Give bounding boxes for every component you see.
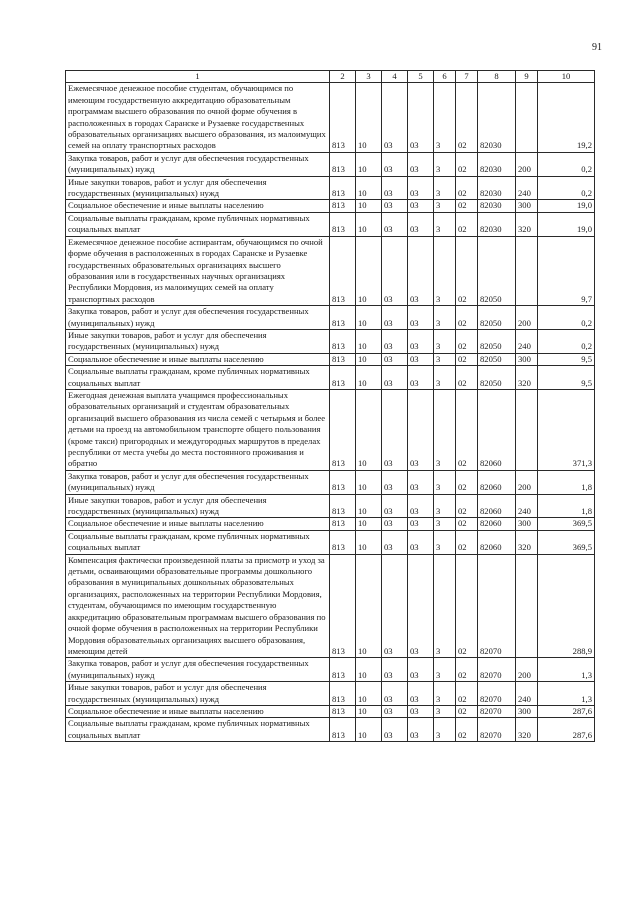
target-code: 82030 [478,83,516,152]
subprogram-code: 3 [434,682,456,706]
table-row [66,212,595,236]
admin-code: 813 [330,83,356,152]
admin-code: 813 [330,530,356,554]
subsection-code: 03 [382,682,408,706]
event-code: 02 [456,705,478,717]
row-description: Закупка товаров, работ и услуг для обеспечения государственных (муниципальных) нужд [66,470,330,494]
admin-code: 813 [330,682,356,706]
program-code: 03 [408,554,434,658]
subprogram-code: 3 [434,236,456,305]
target-code: 82060 [478,530,516,554]
event-code: 02 [456,83,478,152]
row-description: Закупка товаров, работ и услуг для обеспечения государственных (муниципальных) нужд [66,658,330,682]
amount-value: 369,5 [538,518,595,530]
admin-code: 813 [330,470,356,494]
subprogram-code: 3 [434,389,456,470]
subsection-code: 03 [382,470,408,494]
subsection-code: 03 [382,718,408,742]
admin-code: 813 [330,306,356,330]
section-code: 10 [356,212,382,236]
section-code: 10 [356,530,382,554]
subprogram-code: 3 [434,705,456,717]
row-description: Ежемесячное денежное пособие аспирантам, обучающимся по очной форме обучения в расположенных в городах Саранске и Рузаевке государственных образовательных организациях высшего образования или в государственных научных организациях Республики Мордовия, из малоимущих семей на оплату транспортных расходов [66,236,330,305]
program-code: 03 [408,353,434,365]
row-description: Социальное обеспечение и иные выплаты населению [66,353,330,365]
subprogram-code: 3 [434,83,456,152]
budget-table [65,70,595,742]
program-code: 03 [408,236,434,305]
row-description: Иные закупки товаров, работ и услуг для обеспечения государственных (муниципальных) нужд [66,329,330,353]
table-row [66,329,595,353]
expense-type-code [516,389,538,470]
table-row [66,682,595,706]
event-code: 02 [456,366,478,390]
program-code: 03 [408,470,434,494]
event-code: 02 [456,212,478,236]
subprogram-code: 3 [434,470,456,494]
amount-value: 1,3 [538,682,595,706]
admin-code: 813 [330,494,356,518]
row-description: Ежегодная денежная выплата учащимся профессиональных образовательных организаций и студентам образовательных организаций высшего образования из числа семей с четырьмя и более детьми на проезд на автомобильном транспорте общего пользования (кроме такси) пригородных и междугородных маршрутов в пределах республики от места учебы до места постоянного проживания и обратно [66,389,330,470]
row-description: Иные закупки товаров, работ и услуг для обеспечения государственных (муниципальных) нужд [66,494,330,518]
section-code: 10 [356,718,382,742]
event-code: 02 [456,389,478,470]
event-code: 02 [456,200,478,212]
expense-type-code: 240 [516,329,538,353]
subsection-code: 03 [382,306,408,330]
table-row [66,306,595,330]
subprogram-code: 3 [434,366,456,390]
amount-value: 0,2 [538,329,595,353]
section-code: 10 [356,152,382,176]
admin-code: 813 [330,366,356,390]
target-code: 82050 [478,366,516,390]
expense-type-code [516,554,538,658]
table-row [66,494,595,518]
target-code: 82050 [478,306,516,330]
section-code: 10 [356,83,382,152]
admin-code: 813 [330,353,356,365]
section-code: 10 [356,200,382,212]
row-description: Закупка товаров, работ и услуг для обеспечения государственных (муниципальных) нужд [66,152,330,176]
admin-code: 813 [330,705,356,717]
target-code: 82070 [478,705,516,717]
admin-code: 813 [330,389,356,470]
table-row [66,705,595,717]
target-code: 82060 [478,518,516,530]
section-code: 10 [356,554,382,658]
expense-type-code: 320 [516,366,538,390]
section-code: 10 [356,353,382,365]
amount-value: 1,3 [538,658,595,682]
row-description: Иные закупки товаров, работ и услуг для обеспечения государственных (муниципальных) нужд [66,176,330,200]
table-row [66,236,595,305]
admin-code: 813 [330,176,356,200]
subsection-code: 03 [382,329,408,353]
expense-type-code: 200 [516,470,538,494]
header-cell: 7 [456,71,478,83]
event-code: 02 [456,530,478,554]
target-code: 82030 [478,200,516,212]
amount-value: 371,3 [538,389,595,470]
target-code: 82050 [478,236,516,305]
admin-code: 813 [330,212,356,236]
amount-value: 287,6 [538,705,595,717]
subsection-code: 03 [382,152,408,176]
subsection-code: 03 [382,176,408,200]
admin-code: 813 [330,152,356,176]
program-code: 03 [408,212,434,236]
target-code: 82060 [478,389,516,470]
header-cell: 1 [66,71,330,83]
table-row [66,366,595,390]
admin-code: 813 [330,718,356,742]
event-code: 02 [456,554,478,658]
table-row [66,389,595,470]
subprogram-code: 3 [434,212,456,236]
program-code: 03 [408,494,434,518]
header-cell: 8 [478,71,516,83]
table-row [66,83,595,152]
amount-value: 9,7 [538,236,595,305]
amount-value: 369,5 [538,530,595,554]
event-code: 02 [456,329,478,353]
subsection-code: 03 [382,366,408,390]
program-code: 03 [408,200,434,212]
header-cell: 9 [516,71,538,83]
admin-code: 813 [330,200,356,212]
amount-value: 1,8 [538,470,595,494]
section-code: 10 [356,306,382,330]
header-cell: 4 [382,71,408,83]
event-code: 02 [456,494,478,518]
program-code: 03 [408,705,434,717]
event-code: 02 [456,718,478,742]
admin-code: 813 [330,554,356,658]
event-code: 02 [456,353,478,365]
event-code: 02 [456,682,478,706]
expense-type-code: 320 [516,212,538,236]
target-code: 82030 [478,212,516,236]
subsection-code: 03 [382,212,408,236]
subsection-code: 03 [382,705,408,717]
expense-type-code [516,236,538,305]
target-code: 82070 [478,682,516,706]
target-code: 82050 [478,353,516,365]
target-code: 82030 [478,176,516,200]
admin-code: 813 [330,518,356,530]
admin-code: 813 [330,236,356,305]
table-row [66,718,595,742]
expense-type-code: 240 [516,682,538,706]
event-code: 02 [456,236,478,305]
target-code: 82060 [478,470,516,494]
amount-value: 19,0 [538,212,595,236]
program-code: 03 [408,530,434,554]
header-cell: 10 [538,71,595,83]
section-code: 10 [356,705,382,717]
event-code: 02 [456,658,478,682]
header-row [66,71,595,83]
target-code: 82070 [478,554,516,658]
event-code: 02 [456,306,478,330]
row-description: Социальное обеспечение и иные выплаты населению [66,200,330,212]
table-row [66,658,595,682]
amount-value: 0,2 [538,152,595,176]
header-cell: 2 [330,71,356,83]
section-code: 10 [356,176,382,200]
event-code: 02 [456,470,478,494]
subprogram-code: 3 [434,530,456,554]
program-code: 03 [408,518,434,530]
section-code: 10 [356,470,382,494]
subprogram-code: 3 [434,152,456,176]
subprogram-code: 3 [434,306,456,330]
amount-value: 1,8 [538,494,595,518]
subsection-code: 03 [382,83,408,152]
amount-value: 19,2 [538,83,595,152]
event-code: 02 [456,176,478,200]
row-description: Социальные выплаты гражданам, кроме публичных нормативных социальных выплат [66,366,330,390]
program-code: 03 [408,682,434,706]
table-row [66,353,595,365]
subsection-code: 03 [382,389,408,470]
table-row [66,176,595,200]
row-description: Ежемесячное денежное пособие студентам, обучающимся по имеющим государственную аккредитацию образовательным программам высшего образования по очной форме обучения в расположенных в городах Саранске и Рузаевке государственных образовательных организациях высшего образования, из малоимущих семей на оплату транспортных расходов [66,83,330,152]
admin-code: 813 [330,329,356,353]
subprogram-code: 3 [434,518,456,530]
target-code: 82030 [478,152,516,176]
section-code: 10 [356,518,382,530]
program-code: 03 [408,389,434,470]
program-code: 03 [408,329,434,353]
event-code: 02 [456,518,478,530]
section-code: 10 [356,366,382,390]
table-row [66,554,595,658]
amount-value: 19,0 [538,200,595,212]
expense-type-code: 300 [516,705,538,717]
program-code: 03 [408,366,434,390]
expense-type-code: 240 [516,176,538,200]
section-code: 10 [356,236,382,305]
amount-value: 0,2 [538,306,595,330]
program-code: 03 [408,83,434,152]
expense-type-code: 200 [516,152,538,176]
expense-type-code: 300 [516,518,538,530]
row-description: Закупка товаров, работ и услуг для обеспечения государственных (муниципальных) нужд [66,306,330,330]
amount-value: 0,2 [538,176,595,200]
expense-type-code: 300 [516,200,538,212]
row-description: Социальное обеспечение и иные выплаты населению [66,518,330,530]
amount-value: 288,9 [538,554,595,658]
subprogram-code: 3 [434,176,456,200]
subprogram-code: 3 [434,554,456,658]
header-cell: 3 [356,71,382,83]
amount-value: 287,6 [538,718,595,742]
row-description: Социальные выплаты гражданам, кроме публичных нормативных социальных выплат [66,212,330,236]
row-description: Социальные выплаты гражданам, кроме публичных нормативных социальных выплат [66,530,330,554]
subsection-code: 03 [382,658,408,682]
table-row [66,518,595,530]
expense-type-code: 300 [516,353,538,365]
table-body [66,83,595,742]
subsection-code: 03 [382,494,408,518]
target-code: 82070 [478,658,516,682]
header-cell: 5 [408,71,434,83]
table-row [66,530,595,554]
expense-type-code: 200 [516,306,538,330]
table-row [66,470,595,494]
table-row [66,200,595,212]
subprogram-code: 3 [434,718,456,742]
expense-type-code: 200 [516,658,538,682]
subsection-code: 03 [382,353,408,365]
section-code: 10 [356,658,382,682]
row-description: Социальные выплаты гражданам, кроме публичных нормативных социальных выплат [66,718,330,742]
subprogram-code: 3 [434,658,456,682]
program-code: 03 [408,152,434,176]
program-code: 03 [408,718,434,742]
expense-type-code [516,83,538,152]
row-description: Иные закупки товаров, работ и услуг для обеспечения государственных (муниципальных) нужд [66,682,330,706]
section-code: 10 [356,682,382,706]
row-description: Социальное обеспечение и иные выплаты населению [66,705,330,717]
table-header [66,71,595,83]
section-code: 10 [356,389,382,470]
subsection-code: 03 [382,518,408,530]
admin-code: 813 [330,658,356,682]
subprogram-code: 3 [434,200,456,212]
subsection-code: 03 [382,554,408,658]
event-code: 02 [456,152,478,176]
page-number: 91 [592,42,602,53]
program-code: 03 [408,176,434,200]
section-code: 10 [356,494,382,518]
amount-value: 9,5 [538,353,595,365]
table-row [66,152,595,176]
section-code: 10 [356,329,382,353]
subsection-code: 03 [382,200,408,212]
program-code: 03 [408,306,434,330]
program-code: 03 [408,658,434,682]
target-code: 82070 [478,718,516,742]
header-cell: 6 [434,71,456,83]
target-code: 82050 [478,329,516,353]
subprogram-code: 3 [434,353,456,365]
subprogram-code: 3 [434,329,456,353]
expense-type-code: 240 [516,494,538,518]
row-description: Компенсация фактически произведенной платы за присмотр и уход за детьми, осваивающими образовательные программы дошкольного образования в муниципальных дошкольных образовательных организациях, расположенных на территории Республики Мордовия, студентам, обучающимся по имеющим государственную аккредитацию образовательным программам высшего образования по очной форме обучения в расположенных на территории Республики Мордовия образовательных организациях высшего образования, имеющим детей [66,554,330,658]
expense-type-code: 320 [516,718,538,742]
subprogram-code: 3 [434,494,456,518]
subsection-code: 03 [382,236,408,305]
target-code: 82060 [478,494,516,518]
amount-value: 9,5 [538,366,595,390]
expense-type-code: 320 [516,530,538,554]
subsection-code: 03 [382,530,408,554]
